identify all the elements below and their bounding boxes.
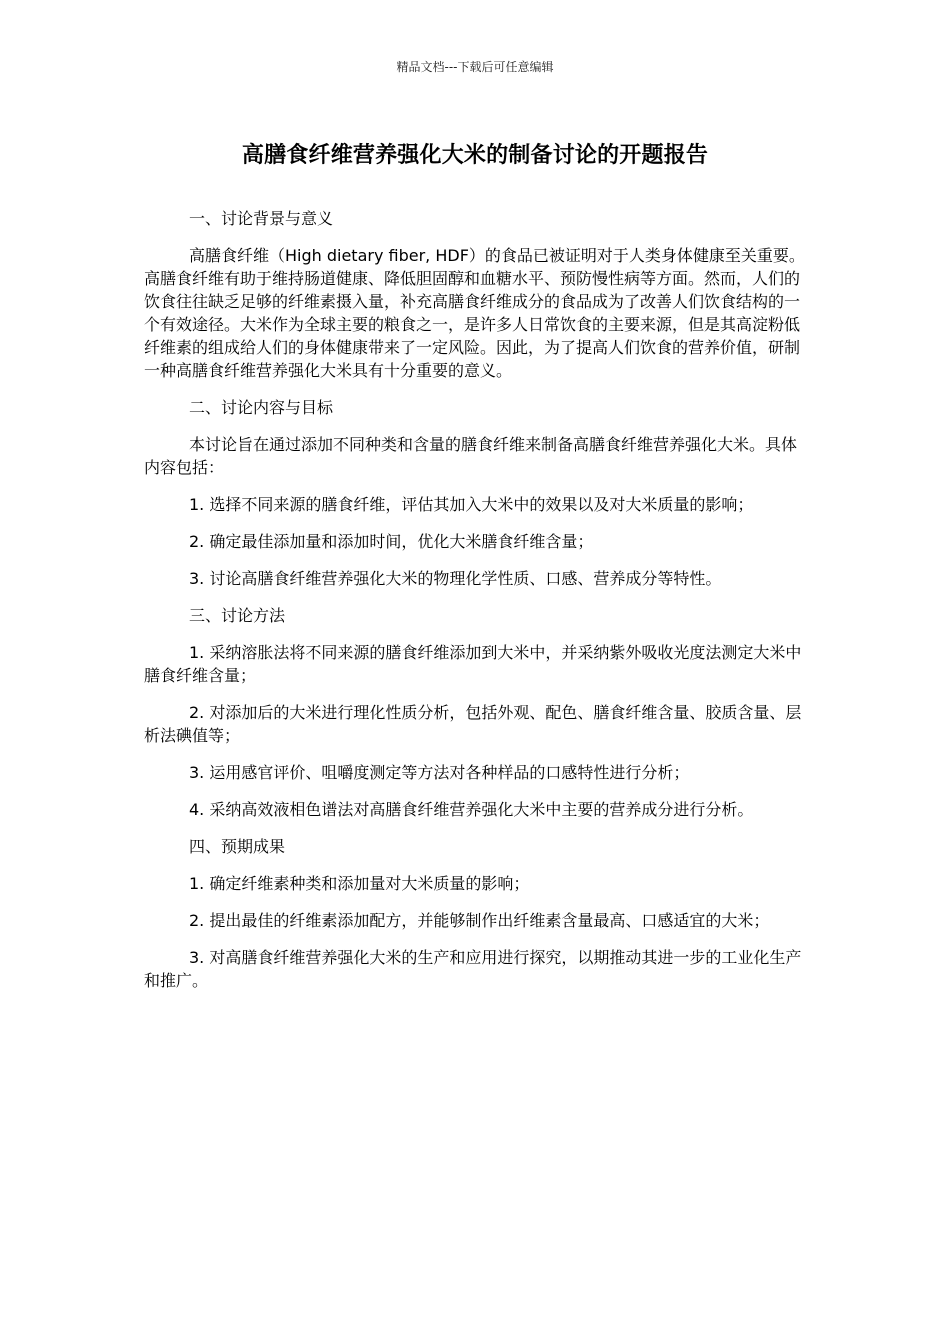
list-item: 2. 确定最佳添加量和添加时间，优化大米膳食纤维含量； — [189, 532, 594, 551]
section-heading-background: 一、讨论背景与意义 — [189, 209, 334, 228]
list-item: 3. 运用感官评价、咀嚼度测定等方法对各种样品的口感特性进行分析； — [189, 763, 690, 782]
body-paragraph: 高膳食纤维（High dietary fiber, HDF）的食品已被证明对于人类身体健康至关重要。高膳食纤维有助于维持肠道健康、降低胆固醇和血糖水平、预防慢性病等方面。然而，人们的饮食往往缺乏足够的纤维素摄入量，补充高膳食纤维成分的食品成为了改善人们饮食结构的一个有效途径。大米作为全球主要的粮食之一，是许多人日常饮食的主要来源，但是其高淀粉低纤维素的组成给人们的身体健康带来了一定风险。因此，为了提高人们饮食的营养价值，研制一种高膳食纤维营养强化大米具有十分重要的意义。 — [144, 246, 805, 380]
document-body — [144, 207, 812, 1006]
section-heading-content: 二、讨论内容与目标 — [189, 398, 334, 417]
list-item: 1. 确定纤维素种类和添加量对大米质量的影响； — [189, 874, 530, 893]
header-note: 精品文档---下载后可任意编辑 — [396, 60, 554, 74]
section-heading-outcomes: 四、预期成果 — [189, 837, 286, 856]
list-item: 3. 对高膳食纤维营养强化大米的生产和应用进行探究，以期推动其进一步的工业化生产和推广。 — [144, 948, 802, 990]
list-item: 3. 讨论高膳食纤维营养强化大米的物理化学性质、口感、营养成分等特性。 — [189, 569, 722, 588]
list-item: 2. 提出最佳的纤维素添加配方，并能够制作出纤维素含量最高、口感适宜的大米； — [189, 911, 770, 930]
list-item: 4. 采纳高效液相色谱法对高膳食纤维营养强化大米中主要的营养成分进行分析。 — [189, 800, 754, 819]
list-item: 1. 采纳溶胀法将不同来源的膳食纤维添加到大米中，并采纳紫外吸收光度法测定大米中膳食纤维含量； — [144, 643, 802, 685]
document-title: 高膳食纤维营养强化大米的制备讨论的开题报告 — [241, 143, 709, 168]
body-paragraph: 本讨论旨在通过添加不同种类和含量的膳食纤维来制备高膳食纤维营养强化大米。具体内容包括： — [144, 435, 798, 477]
section-heading-methods: 三、讨论方法 — [189, 606, 286, 625]
list-item: 1. 选择不同来源的膳食纤维，评估其加入大米中的效果以及对大米质量的影响； — [189, 495, 754, 514]
list-item: 2. 对添加后的大米进行理化性质分析，包括外观、配色、膳食纤维含量、胶质含量、层析法碘值等； — [144, 703, 802, 745]
